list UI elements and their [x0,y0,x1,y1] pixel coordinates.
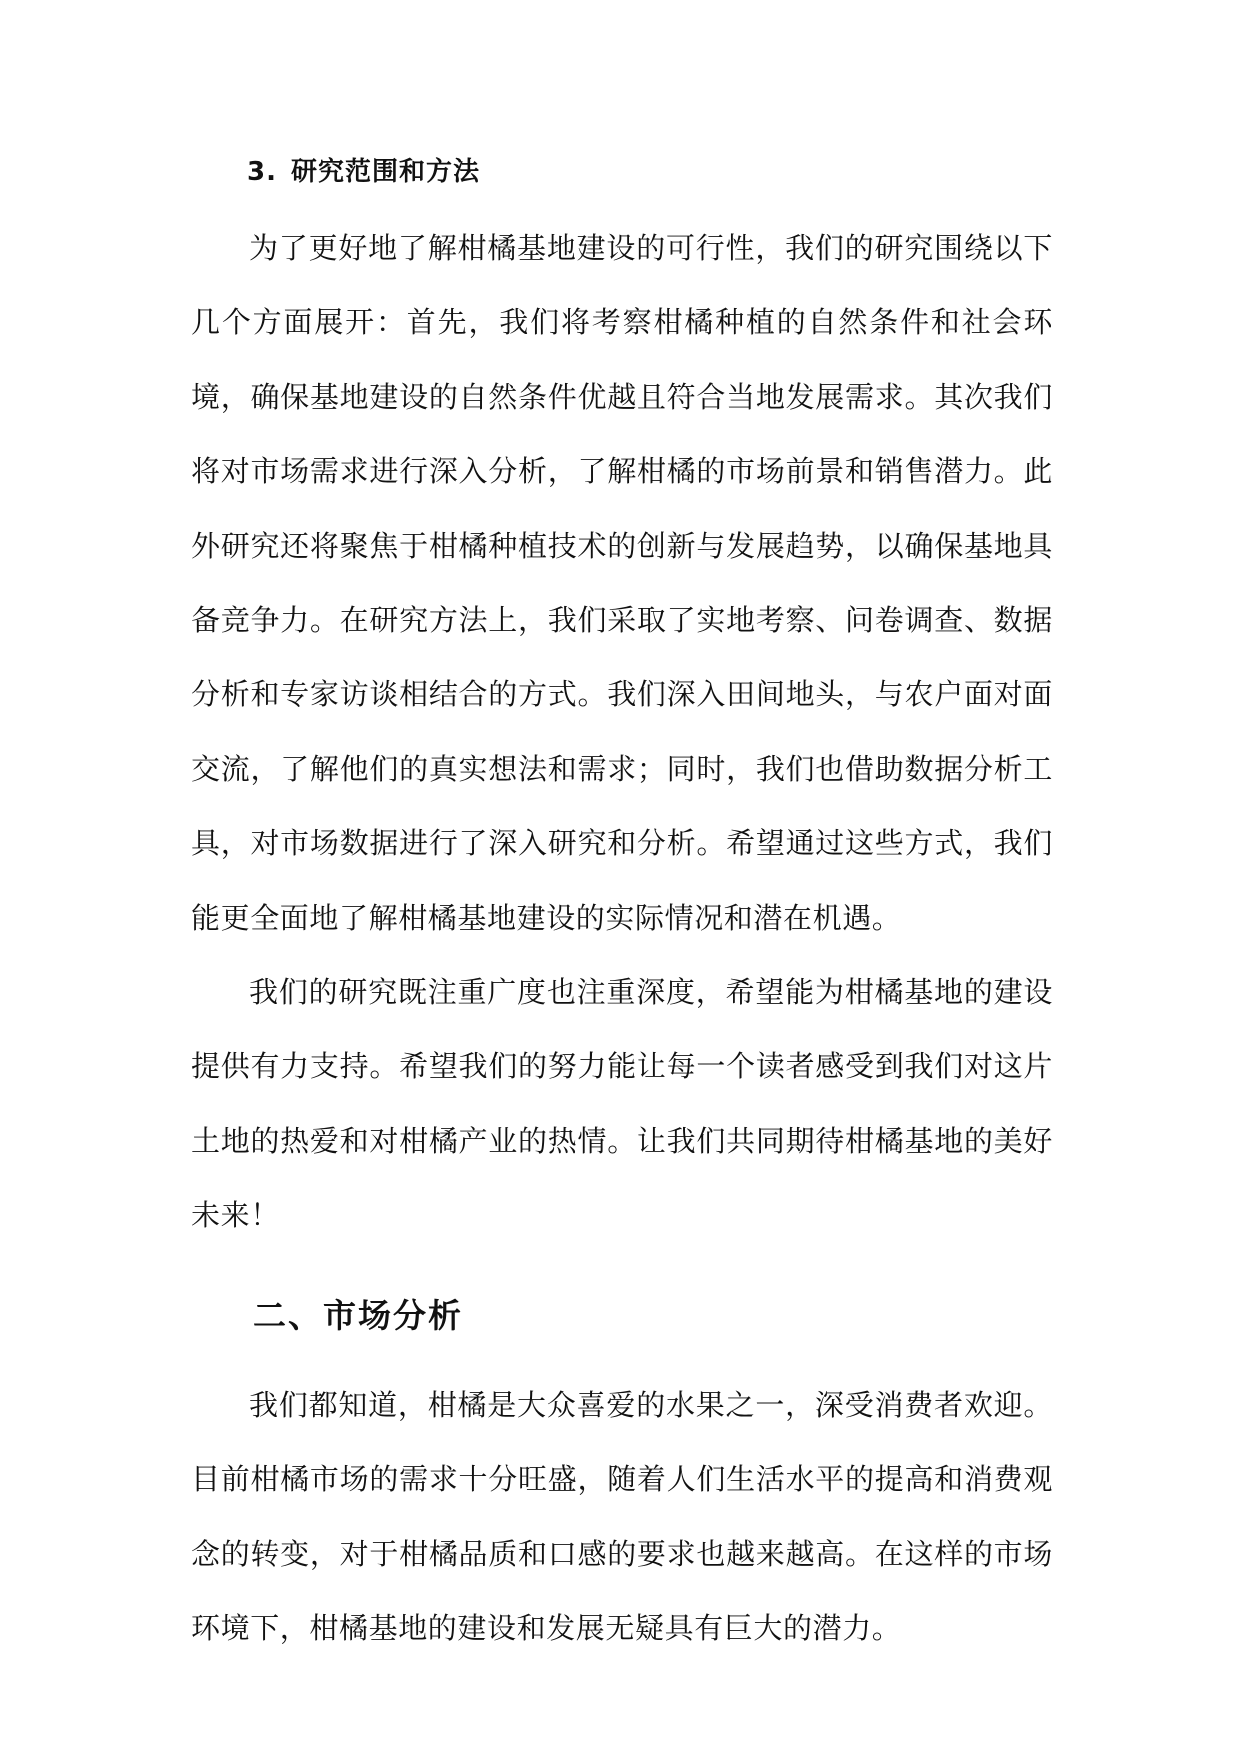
paragraph-research-summary: 我们的研究既注重广度也注重深度，希望能为柑橘基地的建设提供有力支持。希望我们的努力能让每一个读者感受到我们对这片土地的热爱和对柑橘产业的热情。让我们共同期待柑橘基地的美好未来！ [191,975,1053,1233]
paragraph-research-scope: 为了更好地了解柑橘基地建设的可行性，我们的研究围绕以下几个方面展开：首先，我们将考察柑橘种植的自然条件和社会环境，确保基地建设的自然条件优越且符合当地发展需求。其次我们将对市场需求进行深入分析，了解柑橘的市场前景和销售潜力。此外研究还将聚焦于柑橘种植技术的创新与发展趋势，以确保基地具备竞争力。在研究方法上，我们采取了实地考察、问卷调查、数据分析和专家访谈相结合的方式。我们深入田间地头，与农户面对面交流，了解他们的真实想法和需求；同时，我们也借助数据分析工具，对市场数据进行了深入研究和分析。希望通过这些方式，我们能更全面地了解柑橘基地建设的实际情况和潜在机遇。 [191,231,1053,935]
subsection-heading [247,145,1053,199]
paragraph-market-analysis: 我们都知道，柑橘是大众喜爱的水果之一，深受消费者欢迎。目前柑橘市场的需求十分旺盛，随着人们生活水平的提高和消费观念的转变，对于柑橘品质和口感的要求也越来越高。在这样的市场环境下，柑橘基地的建设和发展无疑具有巨大的潜力。 [191,1387,1053,1645]
section-heading-market-analysis: 二、市场分析 [253,1295,463,1335]
subsection-title: 研究范围和方法 [290,157,480,187]
subsection-number: 3. [247,157,277,187]
document-content [191,145,1053,1665]
